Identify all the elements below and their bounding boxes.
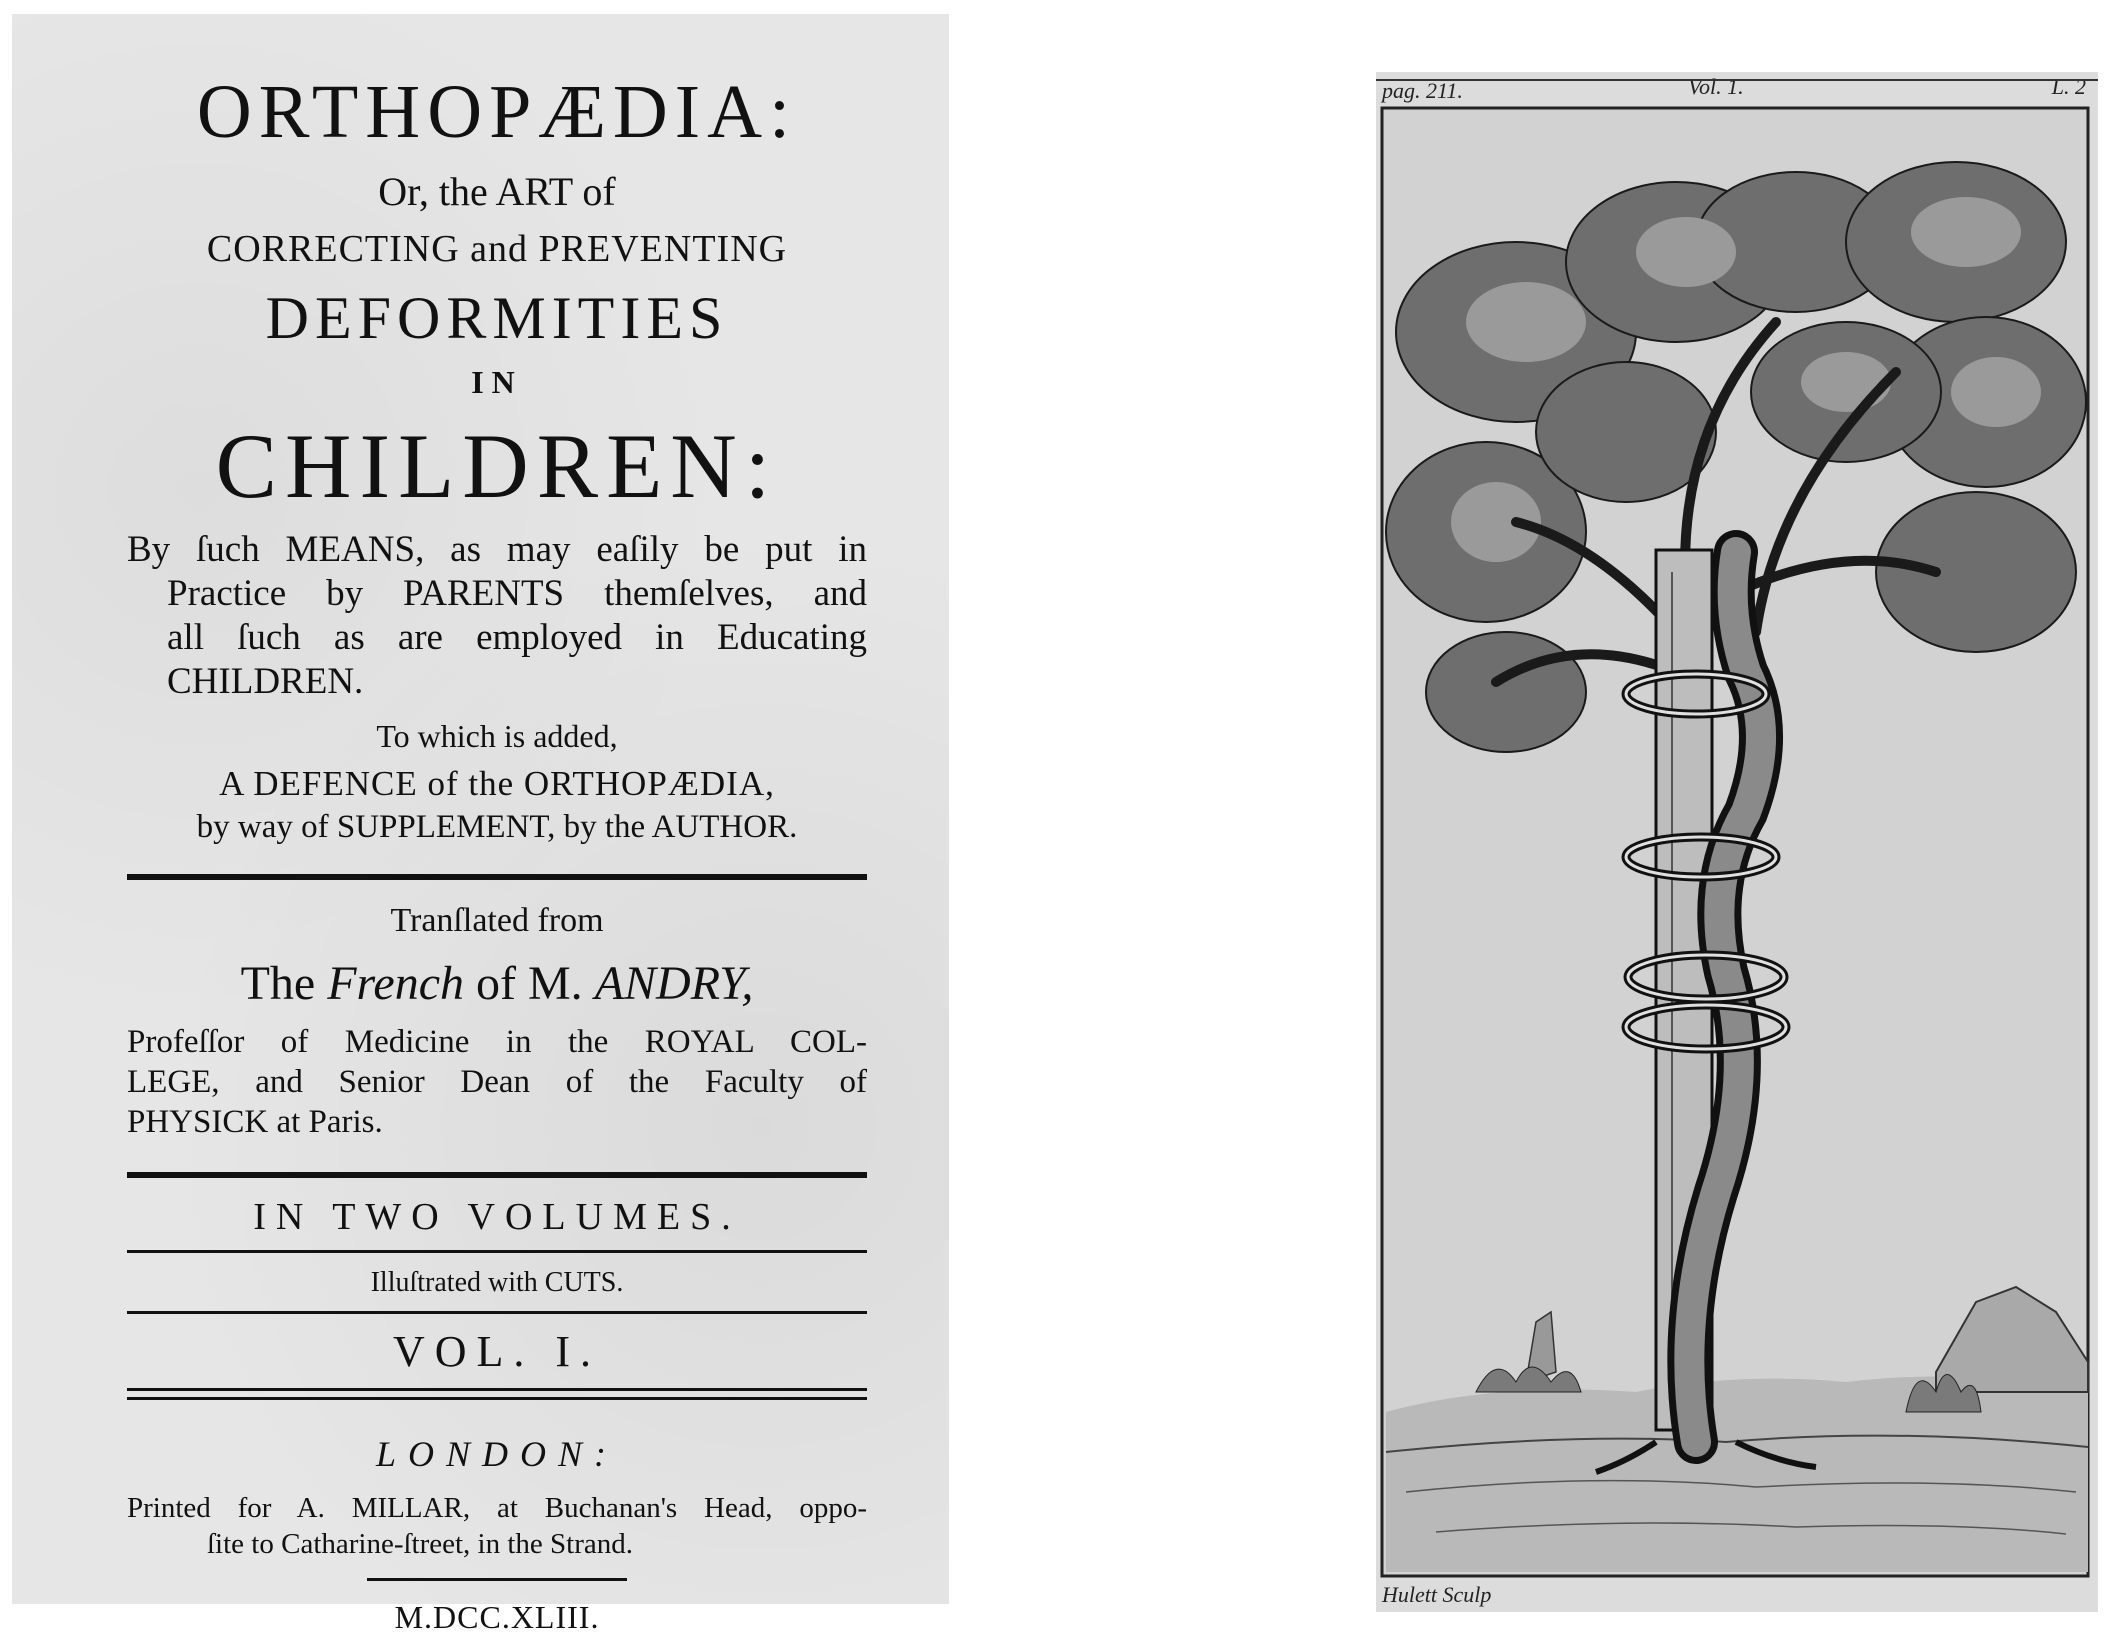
plate-number: L. 2 [2051, 74, 2086, 99]
professor-line: Profeſſor of Medicine in the ROYAL COL- [127, 1024, 867, 1060]
plate-volume-ref: Vol. 1. [1688, 74, 1744, 99]
french-word: French [327, 957, 465, 1010]
city-line: LONDON: [375, 1434, 619, 1474]
divider-rule [367, 1578, 627, 1581]
book-title: ORTHOPÆDIA: [196, 70, 798, 154]
plate-page-ref: pag. 211. [1382, 78, 1463, 103]
means-line: CHILDREN. [167, 661, 364, 702]
volumes-line: IN TWO VOLUMES. [253, 1196, 741, 1238]
crooked-tree-plate [1376, 72, 2098, 1612]
title-page-text [127, 70, 867, 1635]
correcting-line: CORRECTING and PREVENTING [206, 228, 788, 270]
means-paragraph [127, 528, 867, 704]
means-line: By ſuch MEANS, as may eaſily be put in [127, 529, 867, 570]
means-line: Practice by PARENTS themſelves, and [167, 573, 867, 614]
means-line: all ſuch as are employed in Educating [167, 617, 867, 658]
translated-line: Tranſlated from [390, 902, 604, 939]
printer-paragraph [127, 1490, 867, 1562]
illustrated-line: Illuſtrated with CUTS. [370, 1267, 624, 1298]
printer-line: ſite to Catharine-ſtreet, in the Strand. [207, 1528, 634, 1560]
defence-line: A DEFENCE of the ORTHOPÆDIA, [219, 764, 775, 803]
divider-rule [127, 1388, 867, 1391]
deformities-line: DEFORMITIES [265, 285, 729, 351]
engraver-signature: Hulett Sculp [1382, 1582, 1492, 1607]
professor-paragraph [127, 1022, 867, 1142]
professor-line: LEGE, and Senior Dean of the Faculty of [127, 1064, 867, 1100]
vol-line: VOL. I. [392, 1327, 602, 1376]
tree-engraving [1376, 72, 2098, 1612]
french-pre: The [240, 957, 328, 1010]
children-line: CHILDREN: [215, 415, 779, 517]
author-name: ANDRY, [594, 957, 754, 1010]
supplement-line: by way of SUPPLEMENT, by the AUTHOR. [196, 809, 798, 845]
title-page-scan [12, 14, 949, 1635]
french-mid: of M. [464, 957, 595, 1010]
printer-line: Printed for A. MILLAR, at Buchanan's Head, oppo- [127, 1492, 867, 1524]
french-line [127, 957, 867, 1010]
divider-rule [127, 874, 867, 880]
divider-rule [127, 1172, 867, 1178]
added-line: To which is added, [376, 718, 618, 754]
date-line: M.DCC.XLIII. [394, 1599, 600, 1635]
divider-rule [127, 1397, 867, 1400]
subtitle-line: Or, the ART of [378, 169, 616, 214]
divider-rule [127, 1311, 867, 1314]
in-line: IN [471, 364, 523, 400]
divider-rule [127, 1250, 867, 1253]
professor-line: PHYSICK at Paris. [127, 1104, 383, 1140]
